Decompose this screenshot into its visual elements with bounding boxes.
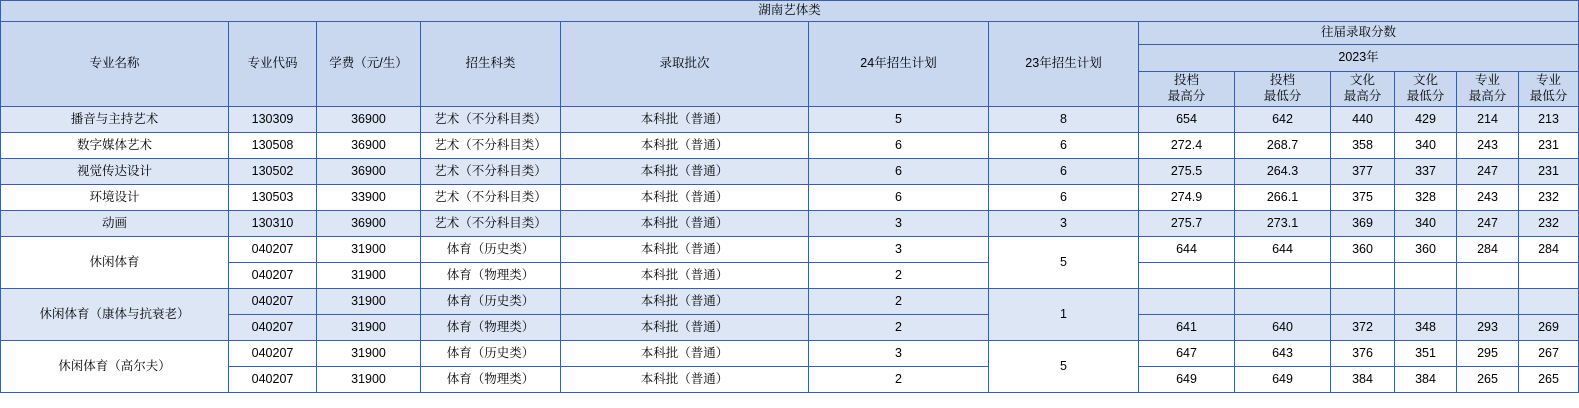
cell-batch: 本科批（普通）: [561, 133, 809, 159]
cell-wenhua-low: [1395, 289, 1457, 315]
cell-major-name: 播音与主持艺术: [1, 107, 229, 133]
cell-major-name: 休闲体育（高尔夫）: [1, 341, 229, 393]
cell-wenhua-low: 340: [1395, 133, 1457, 159]
col-header-tou-high: [1139, 72, 1235, 107]
cell-wenhua-high: 360: [1331, 237, 1395, 263]
cell-plan-2024: 5: [809, 107, 989, 133]
cell-plan-2023: 5: [989, 237, 1139, 289]
cell-zhuanye-low: 232: [1519, 185, 1579, 211]
cell-plan-2024: 3: [809, 237, 989, 263]
table-row: [1, 263, 1579, 289]
cell-tou-high: [1139, 263, 1235, 289]
cell-plan-2023: 8: [989, 107, 1139, 133]
col-header-plan-2023: 23年招生计划: [989, 22, 1139, 107]
cell-tou-low: [1235, 263, 1331, 289]
cell-tou-low: 643: [1235, 341, 1331, 367]
table-row: [1, 315, 1579, 341]
cell-tou-high: 274.9: [1139, 185, 1235, 211]
table-body: [1, 1, 1579, 393]
col-header-wenhua-low: [1395, 72, 1457, 107]
cell-batch: 本科批（普通）: [561, 107, 809, 133]
cell-major-name: 动画: [1, 211, 229, 237]
cell-major-code: 130309: [229, 107, 317, 133]
cell-tuition: 31900: [317, 289, 421, 315]
cell-major-name: 视觉传达设计: [1, 159, 229, 185]
cell-zhuanye-low: 265: [1519, 367, 1579, 393]
table-row: [1, 289, 1579, 315]
cell-batch: 本科批（普通）: [561, 185, 809, 211]
table-row: [1, 185, 1579, 211]
col-header-batch: 录取批次: [561, 22, 809, 107]
cell-major-code: 040207: [229, 237, 317, 263]
cell-zhuanye-high: [1457, 289, 1519, 315]
cell-tou-high: 649: [1139, 367, 1235, 393]
cell-wenhua-low: 348: [1395, 315, 1457, 341]
cell-major-code: 040207: [229, 367, 317, 393]
cell-plan-2024: 2: [809, 315, 989, 341]
cell-major-name: 数字媒体艺术: [1, 133, 229, 159]
cell-subject: 艺术（不分科目类）: [421, 159, 561, 185]
cell-zhuanye-high: 243: [1457, 185, 1519, 211]
title-row: [1, 1, 1579, 22]
col-header-zhuanye-high-line2: 最高分: [1468, 89, 1507, 103]
cell-major-name: 休闲体育: [1, 237, 229, 289]
cell-plan-2024: 3: [809, 211, 989, 237]
col-header-wenhua-low-line1: 文化: [1412, 73, 1438, 88]
cell-zhuanye-low: 231: [1519, 159, 1579, 185]
cell-major-code: 040207: [229, 263, 317, 289]
col-header-zhuanye-low-line1: 专业: [1536, 73, 1562, 88]
cell-plan-2024: 2: [809, 367, 989, 393]
cell-zhuanye-low: 284: [1519, 237, 1579, 263]
cell-batch: 本科批（普通）: [561, 211, 809, 237]
col-header-wenhua-high-line1: 文化: [1349, 73, 1375, 88]
cell-subject: 体育（物理类）: [421, 367, 561, 393]
cell-tuition: 36900: [317, 159, 421, 185]
cell-tou-high: [1139, 289, 1235, 315]
cell-tou-high: 641: [1139, 315, 1235, 341]
cell-wenhua-high: 377: [1331, 159, 1395, 185]
cell-major-code: 040207: [229, 341, 317, 367]
cell-wenhua-low: 384: [1395, 367, 1457, 393]
cell-zhuanye-low: 232: [1519, 211, 1579, 237]
cell-wenhua-low: 351: [1395, 341, 1457, 367]
cell-subject: 体育（物理类）: [421, 315, 561, 341]
cell-wenhua-high: 372: [1331, 315, 1395, 341]
cell-zhuanye-high: 284: [1457, 237, 1519, 263]
cell-plan-2023: 6: [989, 133, 1139, 159]
col-header-wenhua-high-line2: 最高分: [1343, 89, 1382, 103]
cell-zhuanye-high: [1457, 263, 1519, 289]
cell-subject: 艺术（不分科目类）: [421, 107, 561, 133]
col-header-zhuanye-high-line1: 专业: [1474, 73, 1500, 88]
cell-zhuanye-low: [1519, 263, 1579, 289]
cell-subject: 艺术（不分科目类）: [421, 185, 561, 211]
table-row: [1, 211, 1579, 237]
cell-major-code: 130508: [229, 133, 317, 159]
cell-tou-low: 266.1: [1235, 185, 1331, 211]
cell-plan-2023: 3: [989, 211, 1139, 237]
cell-tou-high: 275.5: [1139, 159, 1235, 185]
cell-zhuanye-high: 247: [1457, 211, 1519, 237]
cell-zhuanye-high: 293: [1457, 315, 1519, 341]
cell-wenhua-high: 369: [1331, 211, 1395, 237]
cell-batch: 本科批（普通）: [561, 367, 809, 393]
cell-zhuanye-low: [1519, 289, 1579, 315]
col-header-wenhua-high: [1331, 72, 1395, 107]
col-header-tuition: 学费（元/生）: [317, 22, 421, 107]
col-header-tou-high-line1: 投档: [1173, 73, 1199, 88]
cell-tou-low: [1235, 289, 1331, 315]
cell-wenhua-low: 328: [1395, 185, 1457, 211]
cell-zhuanye-low: 267: [1519, 341, 1579, 367]
cell-wenhua-high: 358: [1331, 133, 1395, 159]
cell-tou-low: 644: [1235, 237, 1331, 263]
cell-subject: 体育（历史类）: [421, 237, 561, 263]
cell-zhuanye-low: 231: [1519, 133, 1579, 159]
col-header-subject: 招生科类: [421, 22, 561, 107]
cell-plan-2024: 2: [809, 289, 989, 315]
cell-tou-low: 268.7: [1235, 133, 1331, 159]
col-header-year-2023: 2023年: [1139, 45, 1579, 72]
cell-major-code: 130503: [229, 185, 317, 211]
cell-batch: 本科批（普通）: [561, 263, 809, 289]
cell-plan-2024: 6: [809, 185, 989, 211]
cell-batch: 本科批（普通）: [561, 341, 809, 367]
cell-subject: 艺术（不分科目类）: [421, 133, 561, 159]
cell-tuition: 36900: [317, 107, 421, 133]
col-header-zhuanye-low: [1519, 72, 1579, 107]
cell-zhuanye-high: 247: [1457, 159, 1519, 185]
cell-tuition: 31900: [317, 367, 421, 393]
cell-plan-2024: 3: [809, 341, 989, 367]
header-row-1: [1, 22, 1579, 45]
cell-tou-low: 264.3: [1235, 159, 1331, 185]
cell-tuition: 31900: [317, 341, 421, 367]
cell-tou-low: 642: [1235, 107, 1331, 133]
cell-tou-high: 272.4: [1139, 133, 1235, 159]
col-header-major-name: 专业名称: [1, 22, 229, 107]
cell-wenhua-high: 440: [1331, 107, 1395, 133]
cell-batch: 本科批（普通）: [561, 159, 809, 185]
cell-tuition: 36900: [317, 133, 421, 159]
col-header-tou-low: [1235, 72, 1331, 107]
cell-tou-low: 640: [1235, 315, 1331, 341]
cell-wenhua-high: 376: [1331, 341, 1395, 367]
cell-zhuanye-low: 269: [1519, 315, 1579, 341]
table-row: [1, 237, 1579, 263]
cell-batch: 本科批（普通）: [561, 237, 809, 263]
col-header-wenhua-low-line2: 最低分: [1406, 89, 1445, 103]
cell-wenhua-high: 375: [1331, 185, 1395, 211]
cell-plan-2023: 5: [989, 341, 1139, 393]
cell-tuition: 36900: [317, 211, 421, 237]
cell-batch: 本科批（普通）: [561, 315, 809, 341]
page-title: 湖南艺体类: [1, 1, 1579, 22]
cell-major-code: 040207: [229, 289, 317, 315]
cell-tuition: 31900: [317, 237, 421, 263]
table-row: [1, 133, 1579, 159]
col-header-tou-low-line2: 最低分: [1263, 89, 1302, 103]
cell-wenhua-low: [1395, 263, 1457, 289]
cell-tuition: 31900: [317, 315, 421, 341]
table-row: [1, 159, 1579, 185]
cell-tou-low: 273.1: [1235, 211, 1331, 237]
cell-tou-high: 644: [1139, 237, 1235, 263]
col-header-tou-low-line1: 投档: [1269, 73, 1295, 88]
cell-plan-2024: 6: [809, 159, 989, 185]
cell-major-name: 休闲体育（康体与抗衰老）: [1, 289, 229, 341]
col-header-past-scores: 往届录取分数: [1139, 22, 1579, 45]
cell-major-code: 130310: [229, 211, 317, 237]
cell-plan-2024: 2: [809, 263, 989, 289]
cell-zhuanye-high: 295: [1457, 341, 1519, 367]
cell-batch: 本科批（普通）: [561, 289, 809, 315]
cell-wenhua-high: 384: [1331, 367, 1395, 393]
col-header-zhuanye-low-line2: 最低分: [1529, 89, 1568, 103]
cell-major-code: 040207: [229, 315, 317, 341]
cell-zhuanye-low: 213: [1519, 107, 1579, 133]
col-header-tou-high-line2: 最高分: [1167, 89, 1206, 103]
cell-plan-2023: 6: [989, 185, 1139, 211]
cell-tou-high: 275.7: [1139, 211, 1235, 237]
cell-wenhua-high: [1331, 263, 1395, 289]
cell-wenhua-low: 360: [1395, 237, 1457, 263]
cell-tou-high: 654: [1139, 107, 1235, 133]
col-header-zhuanye-high: [1457, 72, 1519, 107]
cell-major-name: 环境设计: [1, 185, 229, 211]
cell-subject: 艺术（不分科目类）: [421, 211, 561, 237]
cell-zhuanye-high: 214: [1457, 107, 1519, 133]
cell-subject: 体育（物理类）: [421, 263, 561, 289]
col-header-major-code: 专业代码: [229, 22, 317, 107]
cell-zhuanye-high: 265: [1457, 367, 1519, 393]
cell-wenhua-low: 340: [1395, 211, 1457, 237]
cell-tou-low: 649: [1235, 367, 1331, 393]
cell-tou-high: 647: [1139, 341, 1235, 367]
cell-zhuanye-high: 243: [1457, 133, 1519, 159]
cell-tuition: 33900: [317, 185, 421, 211]
cell-subject: 体育（历史类）: [421, 341, 561, 367]
col-header-plan-2024: 24年招生计划: [809, 22, 989, 107]
cell-subject: 体育（历史类）: [421, 289, 561, 315]
cell-wenhua-high: [1331, 289, 1395, 315]
cell-wenhua-low: 337: [1395, 159, 1457, 185]
table-row: [1, 341, 1579, 367]
table-row: [1, 367, 1579, 393]
cell-wenhua-low: 429: [1395, 107, 1457, 133]
cell-tuition: 31900: [317, 263, 421, 289]
cell-plan-2023: 1: [989, 289, 1139, 341]
cell-major-code: 130502: [229, 159, 317, 185]
cell-plan-2023: 6: [989, 159, 1139, 185]
cell-plan-2024: 6: [809, 133, 989, 159]
table-row: [1, 107, 1579, 133]
